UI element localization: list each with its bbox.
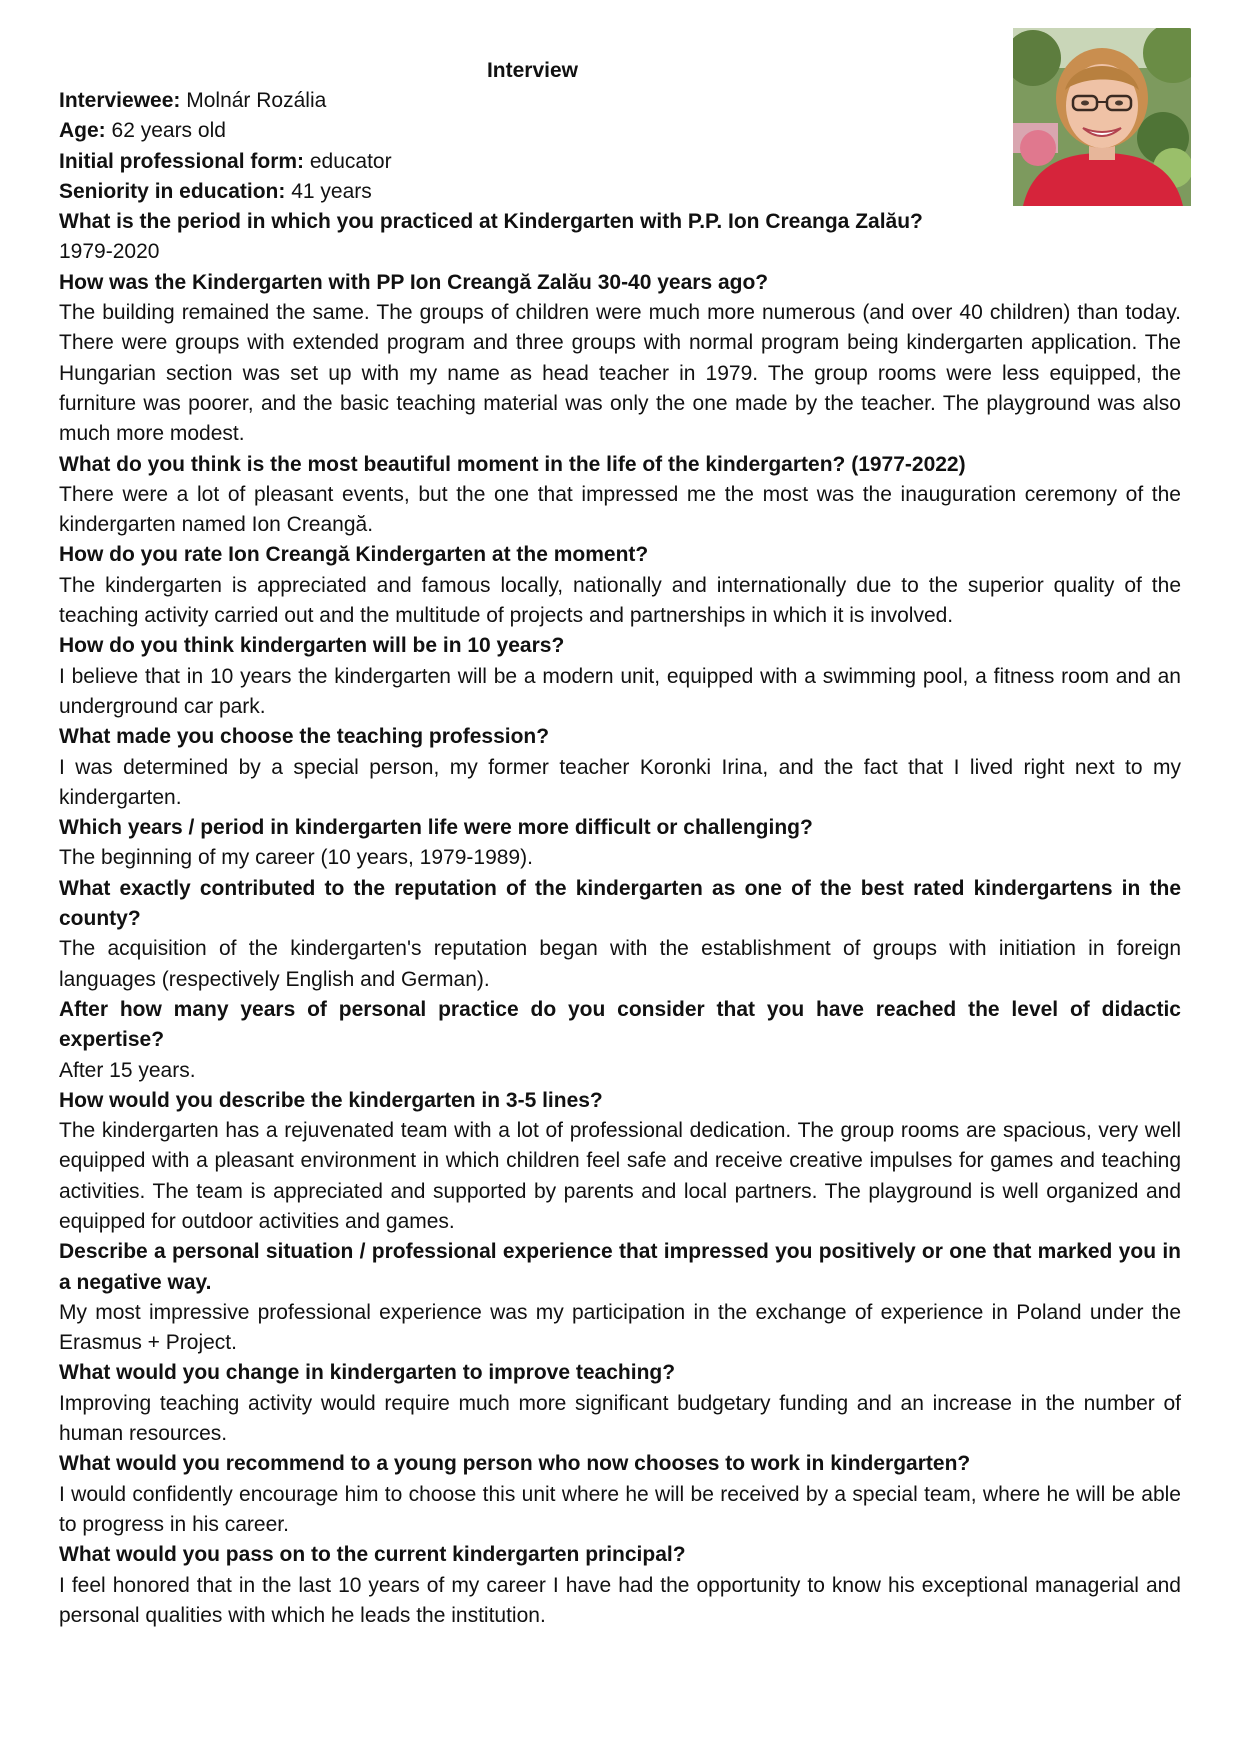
question: What made you choose the teaching profession?	[59, 725, 550, 749]
field-interviewee	[59, 86, 999, 116]
question: What do you think is the most beautiful moment in the life of the kindergarten? (1977-2022)	[59, 452, 966, 476]
field-value: Molnár Rozália	[186, 89, 327, 112]
answer: The acquisition of the kindergarten's reputation began with the establishment of groups with initiation in foreign languages (respectively English and German).	[59, 937, 1181, 991]
answer: I would confidently encourage him to choose this unit where he will be received by a special team, where he will be able to progress in his career.	[59, 1482, 1181, 1536]
question: How was the Kindergarten with PP Ion Creangă Zalău 30-40 years ago?	[59, 270, 769, 294]
question: What is the period in which you practiced at Kindergarten with P.P. Ion Creanga Zalău?	[59, 210, 923, 234]
interview-document	[59, 56, 1181, 1631]
answer: 1979-2020	[59, 240, 160, 264]
answer: The beginning of my career (10 years, 1979-1989).	[59, 846, 533, 870]
field-value: 62 years old	[111, 119, 226, 143]
question: Describe a personal situation / professional experience that impressed you positively or one that marked you in a negative way.	[59, 1240, 1181, 1294]
answer: Improving teaching activity would require much more significant budgetary funding and an increase in the number of human resources.	[59, 1391, 1181, 1446]
field-label: Initial professional form:	[59, 149, 305, 173]
answer: I feel honored that in the last 10 years of my career I have had the opportunity to know his exceptional managerial and personal qualities with which he leads the institution.	[59, 1573, 1181, 1627]
question: How do you rate Ion Creangă Kindergarten at the moment?	[59, 543, 649, 567]
answer: I was determined by a special person, my former teacher Koronki Irina, and the fact that I lived right next to my kindergarten.	[59, 755, 1181, 809]
qa-list	[59, 207, 1181, 1631]
field-value: educator	[309, 149, 392, 173]
question: Which years / period in kindergarten life were more difficult or challenging?	[59, 816, 813, 840]
answer: My most impressive professional experience was my participation in the exchange of experience in Poland under the Erasmus + Project.	[59, 1300, 1181, 1355]
question: What exactly contributed to the reputation of the kindergarten as one of the best rated kindergartens in the county?	[59, 876, 1181, 931]
field-label: Interviewee:	[59, 89, 181, 112]
question: What would you recommend to a young person who now chooses to work in kindergarten?	[59, 1452, 971, 1476]
answer: There were a lot of pleasant events, but the one that impressed me the most was the inauguration ceremony of the kindergarten named Ion Creangă.	[59, 482, 1181, 537]
field-value: 41 years	[291, 179, 372, 203]
field-label: Age:	[59, 119, 106, 143]
answer: The kindergarten is appreciated and famous locally, nationally and internationally due to the superior quality of the teaching activity carried out and the multitude of projects and partnerships in which it is involved.	[59, 573, 1181, 628]
field-age	[59, 116, 999, 146]
answer: After 15 years.	[59, 1058, 196, 1082]
question: How would you describe the kindergarten in 3-5 lines?	[59, 1088, 603, 1112]
document-title: Interview	[486, 59, 579, 82]
field-professional-form	[59, 147, 999, 177]
interviewee-info	[59, 86, 999, 207]
question: What would you change in kindergarten to improve teaching?	[59, 1361, 676, 1385]
answer: I believe that in 10 years the kindergarten will be a modern unit, equipped with a swimming pool, a fitness room and an underground car park.	[59, 664, 1181, 718]
field-label: Seniority in education:	[59, 179, 286, 203]
answer: The building remained the same. The groups of children were much more numerous (and over 40 children) than today. There were groups with extended program and three groups with normal program being kindergarten application. The Hungarian section was set up with my name as head teacher in 1979. The group rooms were less equipped, the furniture was poorer, and the basic teaching material was only the one made by the teacher. The playground was also much more modest.	[59, 301, 1181, 446]
field-seniority	[59, 177, 999, 207]
question: What would you pass on to the current kindergarten principal?	[59, 1543, 686, 1567]
question: After how many years of personal practice do you consider that you have reached the level of didactic expertise?	[59, 997, 1181, 1052]
answer: The kindergarten has a rejuvenated team with a lot of professional dedication. The group rooms are spacious, very well equipped with a pleasant environment in which children feel safe and receive creative impulses for games and teaching activities. The team is appreciated and supported by parents and local partners. The playground is well organized and equipped for outdoor activities and games.	[59, 1119, 1181, 1233]
question: How do you think kindergarten will be in 10 years?	[59, 634, 565, 658]
